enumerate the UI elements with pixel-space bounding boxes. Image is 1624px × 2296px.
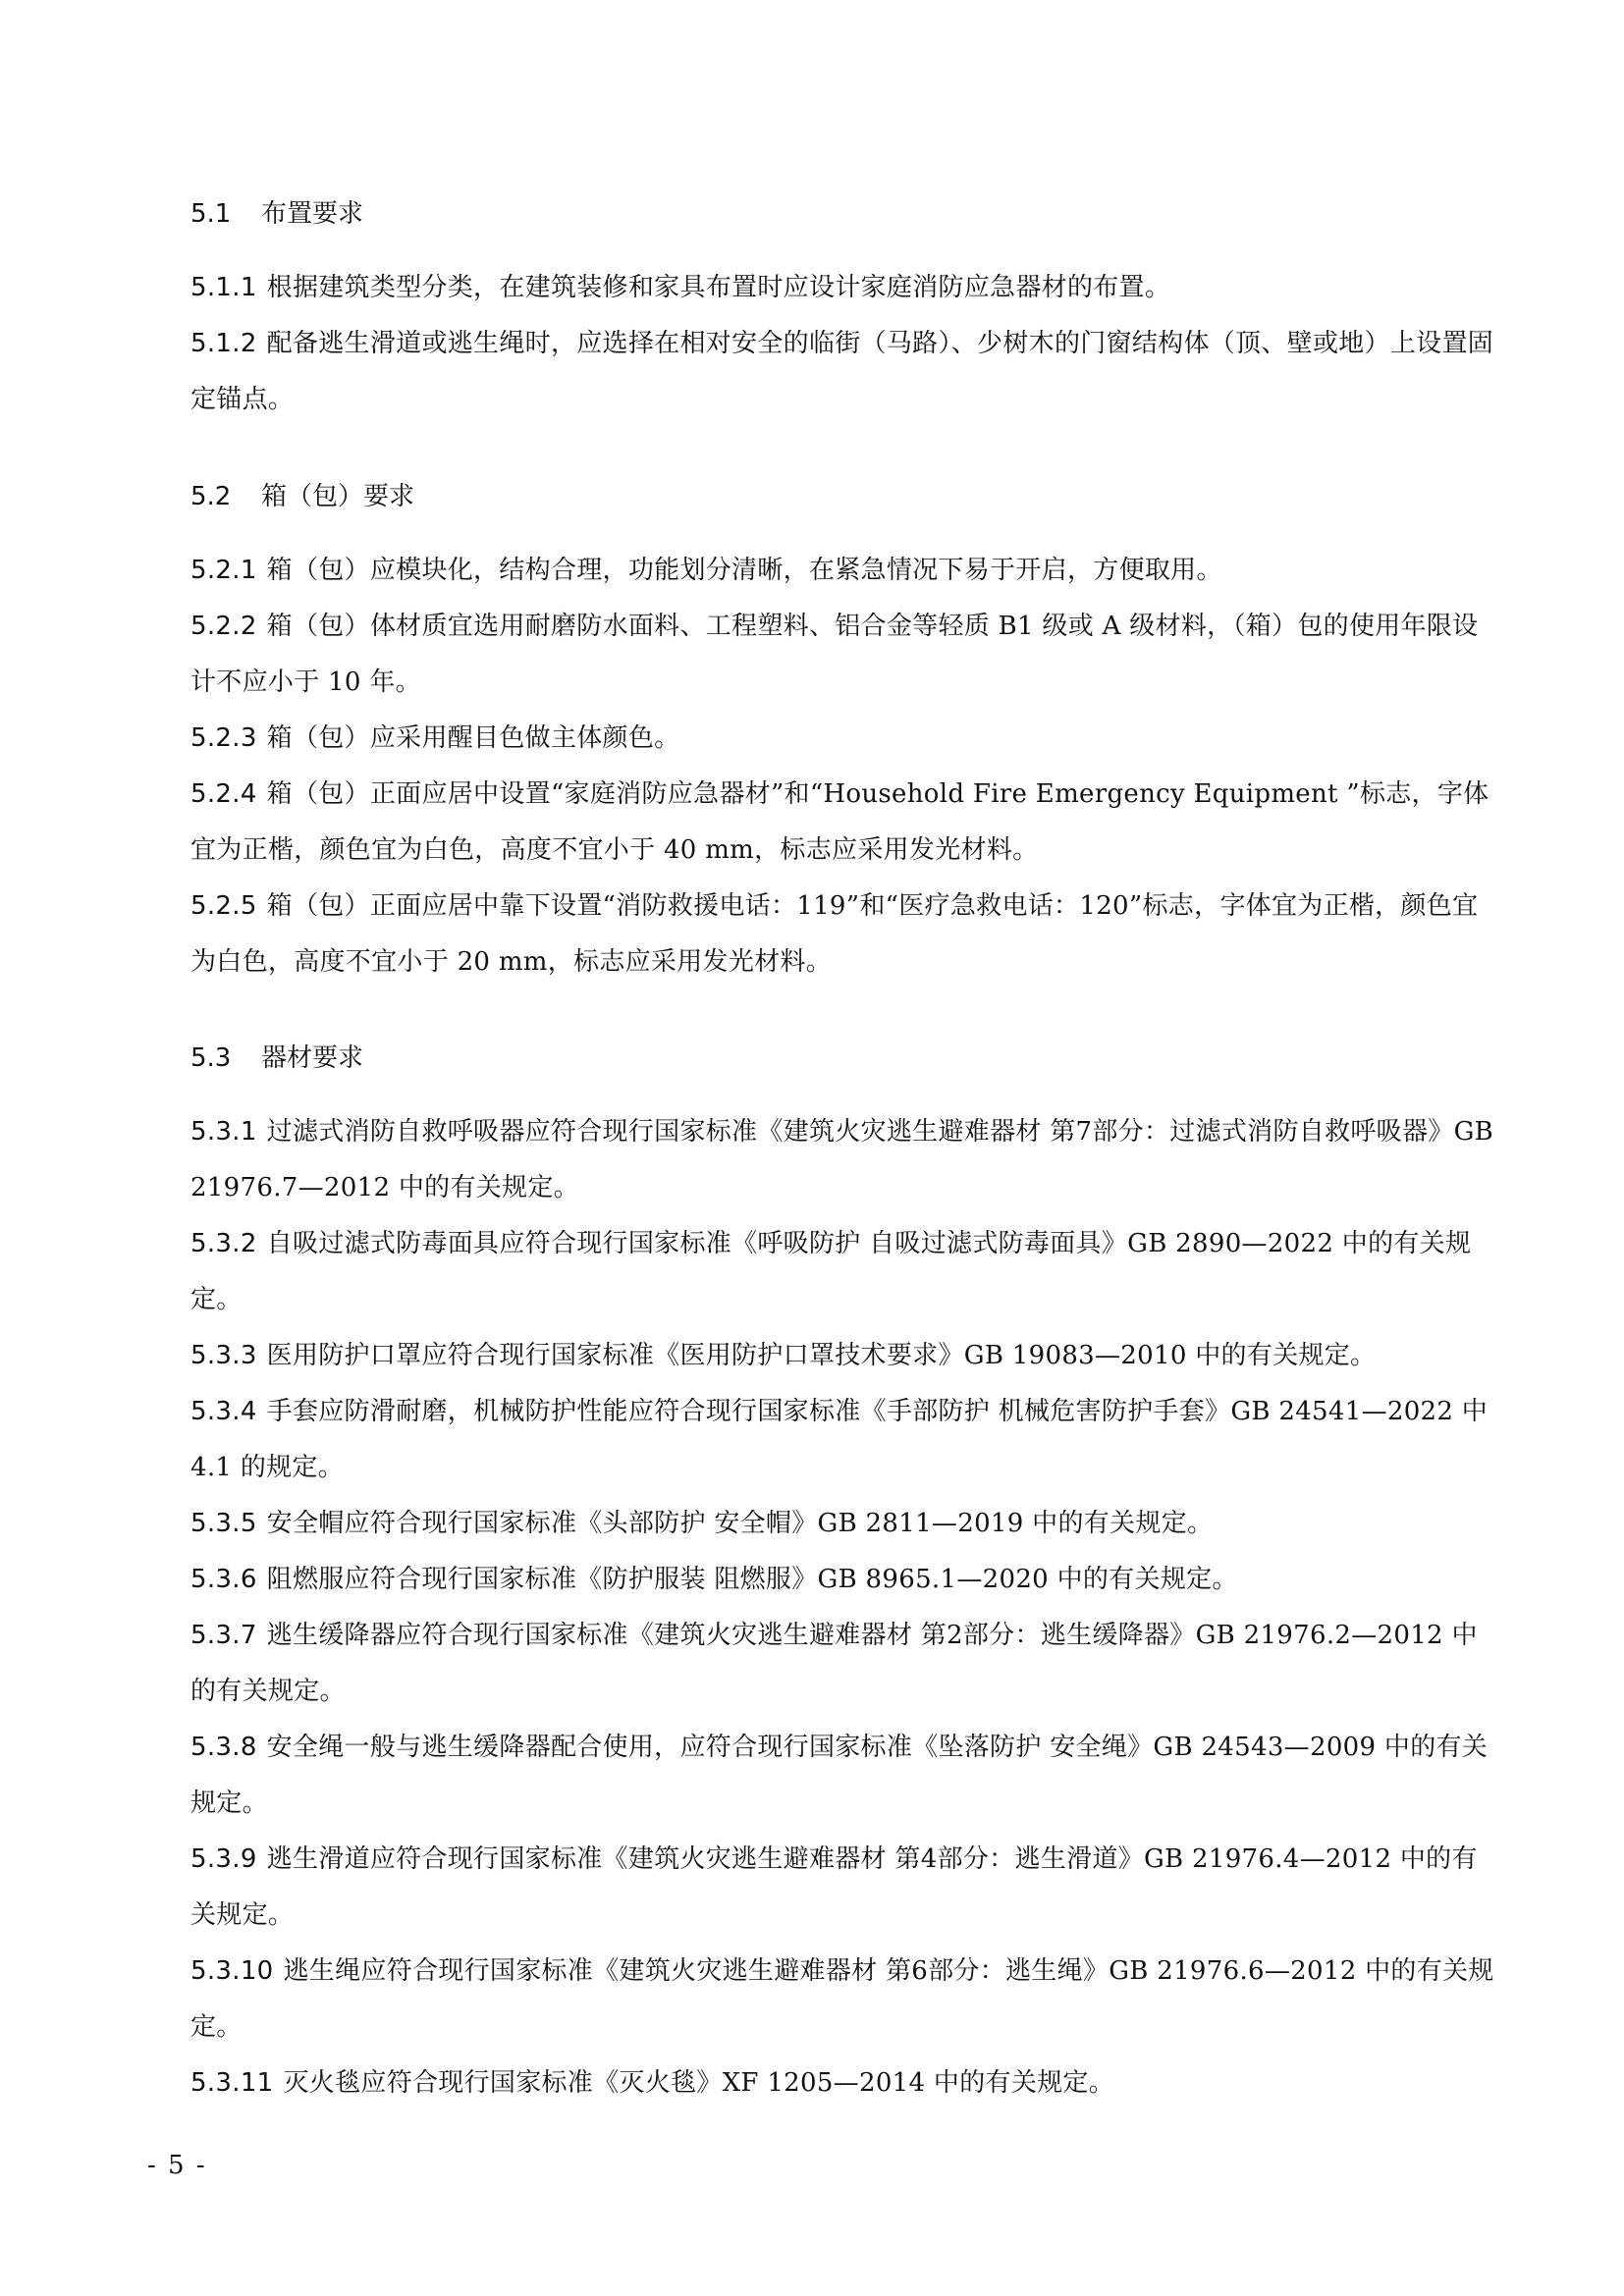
clause-5-3-8 bbox=[190, 1720, 1496, 1832]
clause-5-3-1 bbox=[190, 1104, 1496, 1216]
clause-number: 5.2.1 bbox=[190, 556, 257, 585]
clause-text: 箱（包）体材质宜选用耐磨防水面料、工程塑料、铝合金等轻质 B1 级或 A 级材料，（箱）包的使用年限设计不应小于 10 年。 bbox=[190, 612, 1479, 697]
clause-number: 5.3.5 bbox=[190, 1509, 257, 1538]
clause-number: 5.2.2 bbox=[190, 612, 257, 641]
clause-5-2-5 bbox=[190, 879, 1496, 990]
clause-number: 5.3.8 bbox=[190, 1733, 257, 1762]
clause-5-3-6 bbox=[190, 1552, 1496, 1608]
clause-text: 箱（包）应模块化，结构合理，功能划分清晰，在紧急情况下易于开启，方便取用。 bbox=[266, 556, 1222, 585]
clause-5-1-1 bbox=[190, 260, 1496, 316]
clause-text: 安全帽应符合现行国家标准《头部防护 安全帽》GB 2811—2019 中的有关规定。 bbox=[266, 1509, 1214, 1538]
clause-5-1-2 bbox=[190, 316, 1496, 428]
clause-text: 安全绳一般与逃生缓降器配合使用，应符合现行国家标准《坠落防护 安全绳》GB 24543—2009 中的有关规定。 bbox=[190, 1733, 1489, 1818]
heading-title: 布置要求 bbox=[261, 199, 364, 229]
clause-5-3-4 bbox=[190, 1384, 1496, 1496]
clause-number: 5.2.4 bbox=[190, 779, 257, 809]
heading-title: 器材要求 bbox=[261, 1043, 364, 1073]
clause-number: 5.3.2 bbox=[190, 1229, 257, 1258]
clause-text: 阻燃服应符合现行国家标准《防护服装 阻燃服》GB 8965.1—2020 中的有关规定。 bbox=[266, 1565, 1238, 1594]
clause-5-2-4 bbox=[190, 767, 1496, 879]
clause-number: 5.3.7 bbox=[190, 1621, 257, 1650]
clause-text: 逃生缓降器应符合现行国家标准《建筑火灾逃生避难器材 第2部分：逃生缓降器》GB 21976.2—2012 中的有关规定。 bbox=[190, 1621, 1478, 1706]
clause-text: 逃生绳应符合现行国家标准《建筑火灾逃生避难器材 第6部分：逃生绳》GB 21976.6—2012 中的有关规定。 bbox=[190, 1956, 1494, 2042]
section-heading-5-1 bbox=[190, 196, 363, 232]
clause-text: 灭火毯应符合现行国家标准《灭火毯》XF 1205—2014 中的有关规定。 bbox=[283, 2068, 1115, 2098]
clause-text: 箱（包）正面应居中靠下设置“消防救援电话：119”和“医疗急救电话：120”标志，字体宜为正楷，颜色宜为白色，高度不宜小于 20 mm，标志应采用发光材料。 bbox=[190, 891, 1479, 977]
clause-text: 箱（包）正面应居中设置“家庭消防应急器材”和“Household Fire Emergency Equipment ”标志，字体宜为正楷，颜色宜为白色，高度不宜小于 40 mm，标志应采用发光材料。 bbox=[190, 779, 1489, 865]
clause-text: 逃生滑道应符合现行国家标准《建筑火灾逃生避难器材 第4部分：逃生滑道》GB 21976.4—2012 中的有关规定。 bbox=[190, 1844, 1478, 1930]
clause-5-3-10 bbox=[190, 1944, 1496, 2056]
clause-5-3-5 bbox=[190, 1496, 1496, 1552]
clause-number: 5.2.3 bbox=[190, 723, 257, 753]
clause-number: 5.3.9 bbox=[190, 1844, 257, 1874]
clause-text: 过滤式消防自救呼吸器应符合现行国家标准《建筑火灾逃生避难器材 第7部分：过滤式消防自救呼吸器》GB 21976.7—2012 中的有关规定。 bbox=[190, 1117, 1494, 1202]
clause-text: 手套应防滑耐磨，机械防护性能应符合现行国家标准《手部防护 机械危害防护手套》GB 24541—2022 中 4.1 的规定。 bbox=[190, 1397, 1489, 1482]
section-heading-5-2 bbox=[190, 479, 414, 514]
clause-number: 5.3.10 bbox=[190, 1956, 274, 1986]
clause-5-3-9 bbox=[190, 1832, 1496, 1944]
clause-text: 自吸过滤式防毒面具应符合现行国家标准《呼吸防护 自吸过滤式防毒面具》GB 2890—2022 中的有关规定。 bbox=[190, 1229, 1472, 1314]
heading-title: 箱（包）要求 bbox=[261, 482, 415, 511]
clause-number: 5.2.5 bbox=[190, 891, 257, 921]
clause-text: 配备逃生滑道或逃生绳时，应选择在相对安全的临街（马路）、少树木的门窗结构体（顶、壁或地）上设置固定锚点。 bbox=[190, 329, 1494, 414]
clause-number: 5.3.4 bbox=[190, 1397, 257, 1426]
clause-text: 根据建筑类型分类，在建筑装修和家具布置时应设计家庭消防应急器材的布置。 bbox=[266, 273, 1171, 302]
clause-number: 5.1.1 bbox=[190, 273, 257, 302]
heading-number: 5.1 bbox=[190, 199, 232, 229]
clause-5-3-11 bbox=[190, 2056, 1496, 2111]
clause-5-2-2 bbox=[190, 599, 1496, 711]
clause-text: 医用防护口罩应符合现行国家标准《医用防护口罩技术要求》GB 19083—2010 中的有关规定。 bbox=[266, 1341, 1377, 1370]
page-number: - 5 - bbox=[147, 2151, 207, 2180]
clause-number: 5.1.2 bbox=[190, 329, 257, 358]
clause-5-2-3 bbox=[190, 711, 1496, 767]
heading-number: 5.3 bbox=[190, 1043, 232, 1073]
clause-number: 5.3.1 bbox=[190, 1117, 257, 1147]
clause-5-3-3 bbox=[190, 1328, 1496, 1384]
heading-number: 5.2 bbox=[190, 482, 232, 511]
section-heading-5-3 bbox=[190, 1041, 363, 1076]
clause-number: 5.3.11 bbox=[190, 2068, 274, 2098]
clause-5-3-7 bbox=[190, 1608, 1496, 1720]
clause-number: 5.3.3 bbox=[190, 1341, 257, 1370]
clause-number: 5.3.6 bbox=[190, 1565, 257, 1594]
clause-5-2-1 bbox=[190, 543, 1496, 599]
clause-text: 箱（包）应采用醒目色做主体颜色。 bbox=[266, 723, 680, 753]
clause-5-3-2 bbox=[190, 1216, 1496, 1328]
